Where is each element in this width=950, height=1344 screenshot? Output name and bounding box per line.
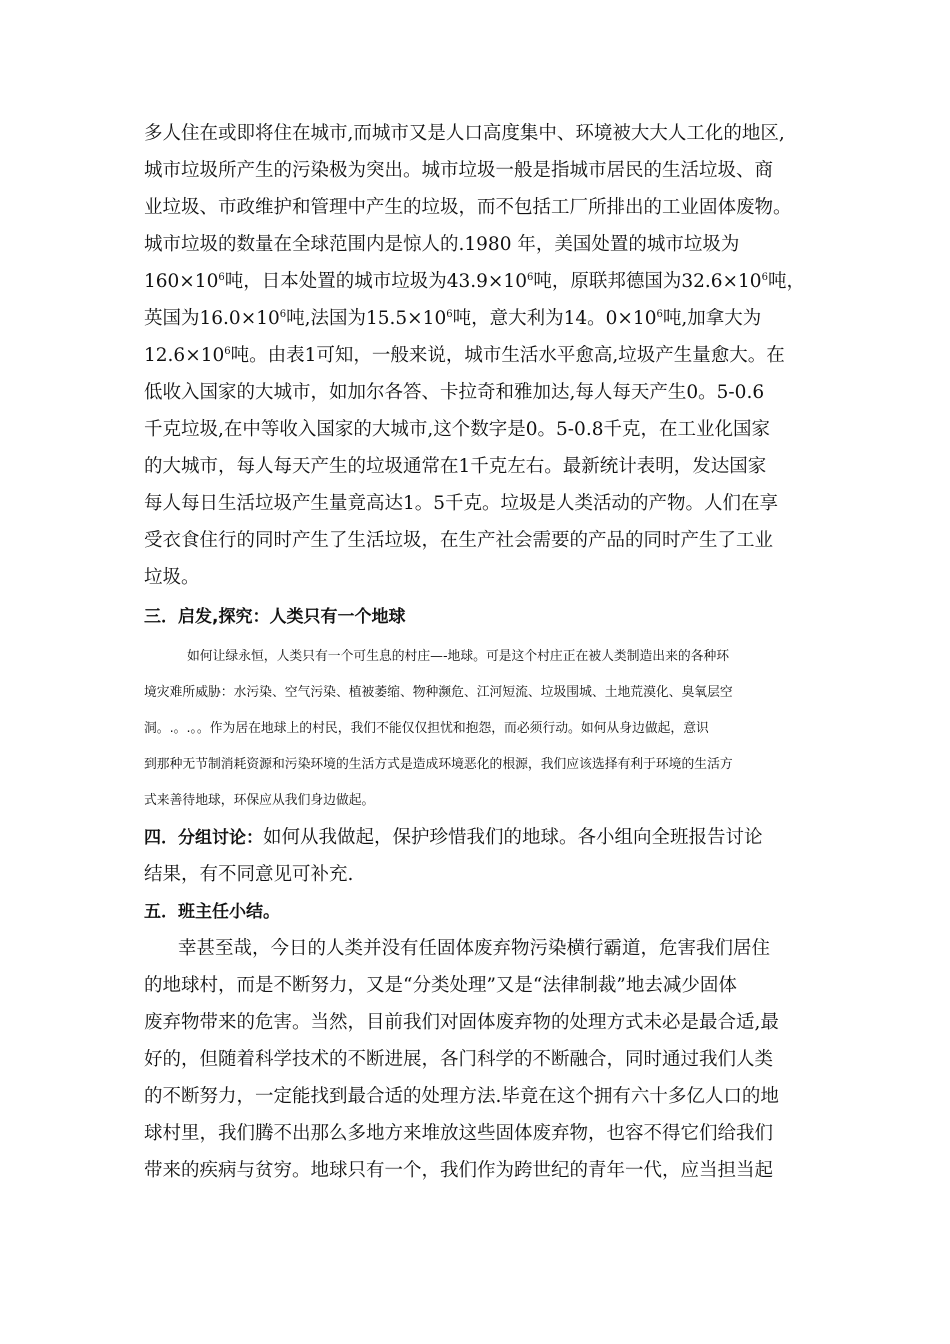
small-text-line: 式来善待地球，环保应从我们身边做起。 xyxy=(144,793,375,808)
stat-line: $160\times 10^6$吨，日本处置的城市垃圾为$43.9\times 10^6$吨，原联邦德国为$32.6\times 10^6$吨， xyxy=(144,271,805,292)
body-line: 球村里，我们腾不出那么多地方来堆放这些固体废弃物，也容不得它们给我们 xyxy=(144,1123,774,1144)
body-line: 废弃物带来的危害。当然，目前我们对固体废弃物的处理方式未必是最合适,最 xyxy=(144,1012,779,1033)
body-line: 带来的疾病与贫穷。地球只有一个，我们作为跨世纪的青年一代，应当担当起 xyxy=(144,1160,774,1181)
body-line: 的不断努力，一定能找到最合适的处理方法.毕竟在这个拥有六十多亿人口的地 xyxy=(144,1086,779,1107)
small-text-line: 境灾难所威胁：水污染、空气污染、植被萎缩、物种濒危、江河短流、垃圾围城、土地荒漠化、臭氧层空 xyxy=(144,685,733,700)
body-line: 的地球村，而是不断努力，又是“分类处理”又是“法律制裁”地去减少固体 xyxy=(144,975,737,996)
body-line: 好的，但随着科学技术的不断进展，各门科学的不断融合，同时通过我们人类 xyxy=(144,1049,774,1070)
section-heading-5: 五．班主任小结。 xyxy=(144,902,280,922)
body-line: 千克垃圾,在中等收入国家的大城市,这个数字是0。5-0.8千克，在工业化国家 xyxy=(144,419,770,440)
body-line: 城市垃圾的数量在全球范围内是惊人的.1980 年，美国处置的城市垃圾为 xyxy=(144,234,740,255)
small-text-line: 如何让绿永恒，人类只有一个可生息的村庄—-地球。可是这个村庄正在被人类制造出来的各种环 xyxy=(187,649,730,664)
body-line: 业垃圾、市政维护和管理中产生的垃圾，而不包括工厂所排出的工业固体废物。 xyxy=(144,197,792,218)
small-text-line: 到那种无节制消耗资源和污染环境的生活方式是造成环境恶化的根源，我们应该选择有利于环境的生活方 xyxy=(144,757,733,772)
small-text-line: 洞。.。.。。作为居在地球上的村民，我们不能仅仅担忧和抱怨，而必须行动。如何从身边做起，意识 xyxy=(144,721,709,736)
section-heading-3: 三．启发,探究：人类只有一个地球 xyxy=(144,607,406,627)
body-line: 低收入国家的大城市，如加尔各答、卡拉奇和雅加达,每人每天产生0。5-0.6 xyxy=(144,382,765,403)
body-line: 多人住在或即将住在城市,而城市又是人口高度集中、环境被大大人工化的地区, xyxy=(144,123,785,144)
section-heading-4: 四．分组讨论： xyxy=(144,828,263,848)
body-line: 幸甚至哉，今日的人类并没有任固体废弃物污染横行霸道，危害我们居住 xyxy=(178,938,771,959)
body-line: 垃圾。 xyxy=(144,567,200,588)
body-line: 城市垃圾所产生的污染极为突出。城市垃圾一般是指城市居民的生活垃圾、商 xyxy=(144,160,774,181)
stat-line: $12.6\times 10^6$吨。由表1可知，一般来说，城市生活水平愈高,垃圾产生量愈大。在 xyxy=(144,345,785,366)
body-line: 结果，有不同意见可补充. xyxy=(144,864,354,885)
body-line: 受衣食住行的同时产生了生活垃圾，在生产社会需要的产品的同时产生了工业 xyxy=(144,530,774,551)
stat-line: 英国为$16.0\times 10^6$吨,法国为$15.5\times 10^6$吨，意大利为14。$0\times 10^6$吨,加拿大为 xyxy=(144,308,762,329)
section-line-4: 四．分组讨论：如何从我做起，保护珍惜我们的地球。各小组向全班报告讨论 xyxy=(144,827,763,848)
body-line: 每人每日生活垃圾产生量竟高达1。5千克。垃圾是人类活动的产物。人们在享 xyxy=(144,493,779,514)
body-line: 的大城市，每人每天产生的垃圾通常在1千克左右。最新统计表明，发达国家 xyxy=(144,456,767,477)
